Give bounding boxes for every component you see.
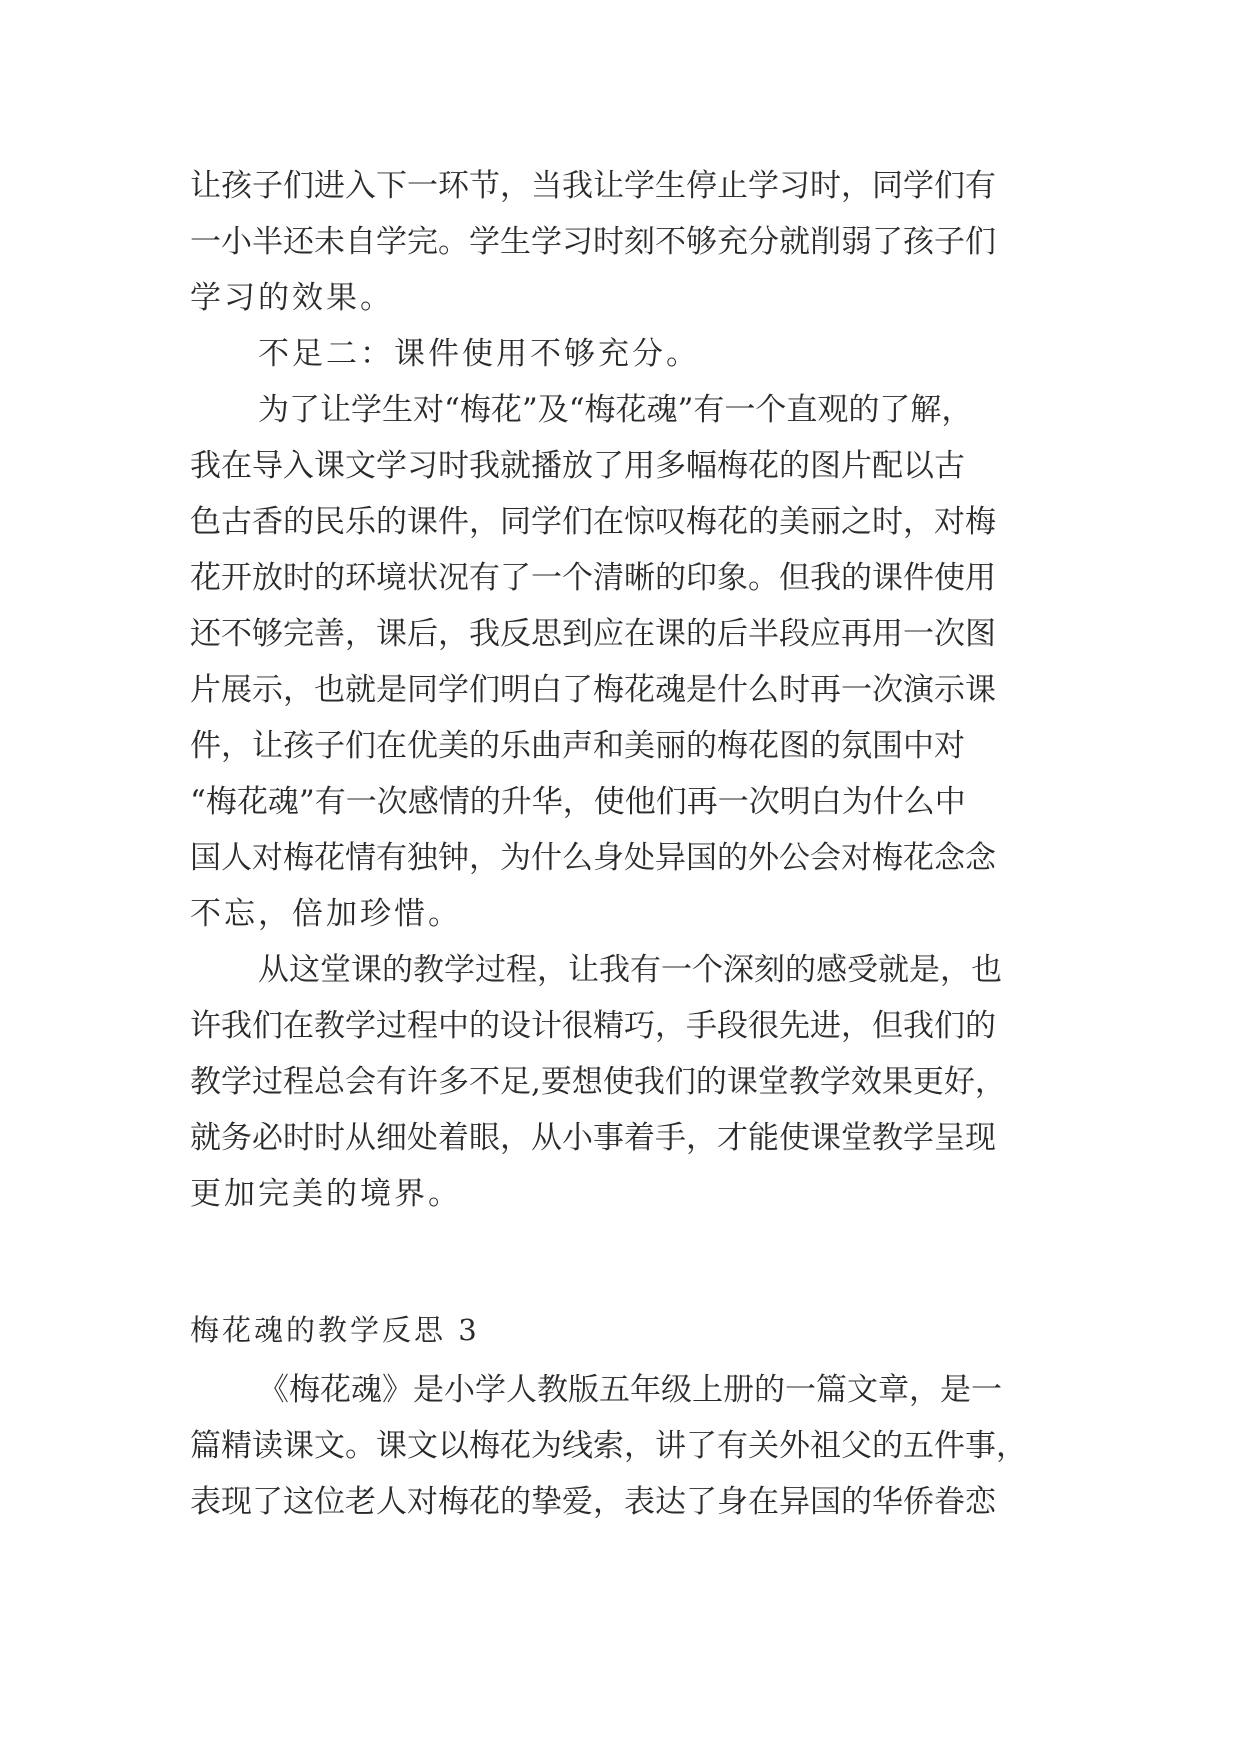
paragraph-3-line-9: 国人对梅花情有独钟，为什么身处异国的外公会对梅花念念 [190,840,996,876]
paragraph-4-line-1: 从这堂课的教学过程，让我有一个深刻的感受就是，也 [258,952,1002,988]
paragraph-3-line-5: 还不够完善，课后，我反思到应在课的后半段应再用一次图 [190,616,996,652]
paragraph-3-line-10: 不忘，倍加珍惜。 [190,896,462,932]
paragraph-3-line-6: 片展示，也就是同学们明白了梅花魂是什么时再一次演示课 [190,672,996,708]
paragraph-3-line-3: 色古香的民乐的课件，同学们在惊叹梅花的美丽之时，对梅 [190,504,996,540]
paragraph-5-line-1: 《梅花魂》是小学人教版五年级上册的一篇文章，是一 [258,1372,1002,1408]
paragraph-3-line-2: 我在导入课文学习时我就播放了用多幅梅花的图片配以古 [190,448,965,484]
paragraph-5-line-2: 篇精读课文。课文以梅花为线索，讲了有关外祖父的五件事， [190,1428,1027,1464]
section-heading: 梅花魂的教学反思 3 [190,1313,480,1347]
paragraph-1-line-1: 让孩子们进入下一环节，当我让学生停止学习时，同学们有 [190,168,996,204]
paragraph-1-line-3: 学习的效果。 [190,280,394,316]
paragraph-2-line-1: 不足二：课件使用不够充分。 [258,336,700,372]
paragraph-4-line-5: 更加完美的境界。 [190,1176,462,1212]
paragraph-4-line-2: 许我们在教学过程中的设计很精巧，手段很先进，但我们的 [190,1008,996,1044]
paragraph-1-line-2: 一小半还未自学完。学生学习时刻不够充分就削弱了孩子们 [190,224,996,260]
paragraph-4-line-3: 教学过程总会有许多不足,要想使我们的课堂教学效果更好， [190,1064,1006,1100]
paragraph-3-line-1: 为了让学生对“梅花”及“梅花魂”有一个直观的了解， [258,392,973,428]
paragraph-3-line-7: 件，让孩子们在优美的乐曲声和美丽的梅花图的氛围中对 [190,728,965,764]
paragraph-3-line-4: 花开放时的环境状况有了一个清晰的印象。但我的课件使用 [190,560,996,596]
paragraph-4-line-4: 就务必时时从细处着眼，从小事着手，才能使课堂教学呈现 [190,1120,996,1156]
paragraph-5-line-3: 表现了这位老人对梅花的挚爱，表达了身在异国的华侨眷恋 [190,1484,996,1520]
paragraph-3-line-8: “梅花魂”有一次感情的升华，使他们再一次明白为什么中 [190,784,966,820]
